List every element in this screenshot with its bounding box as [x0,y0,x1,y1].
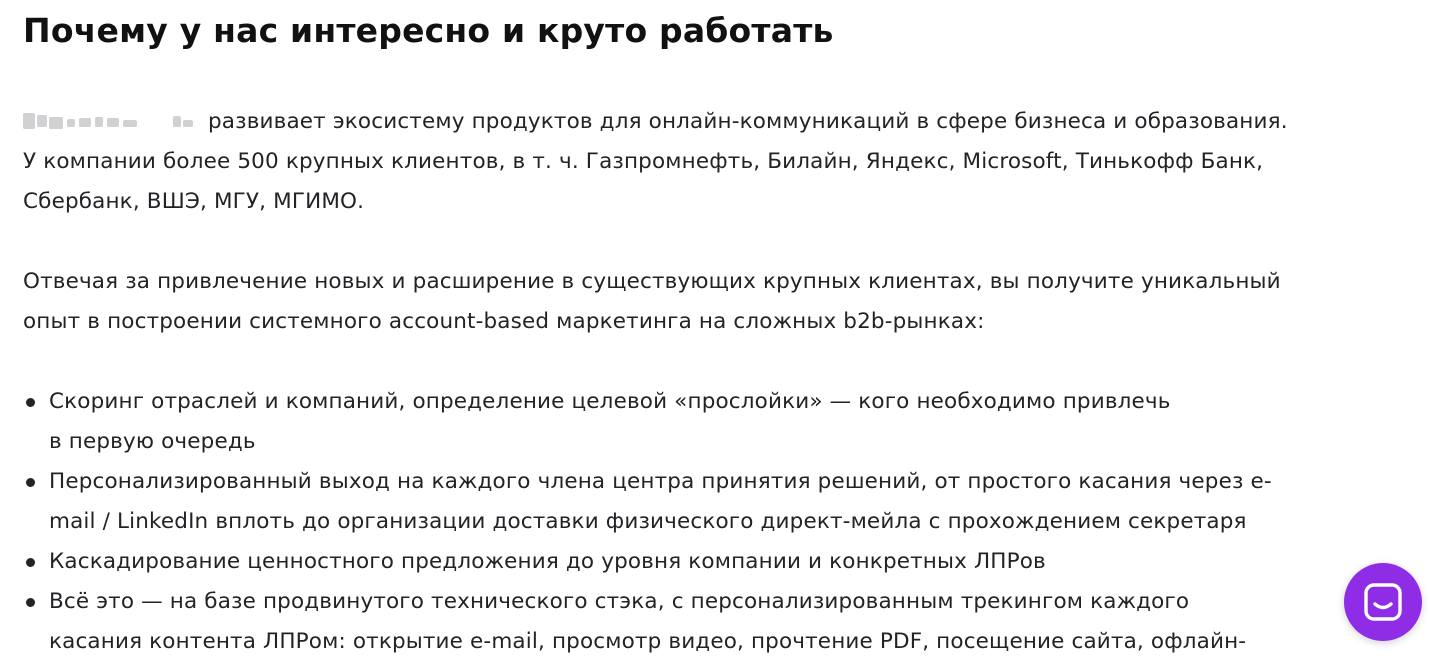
list-item: Каскадирование ценностного предложения до уровня компании и конкретных ЛПРов [23,542,1393,582]
bullet-icon [26,558,35,567]
opportunity-line-1: Отвечая за привлечение новых и расширение в существующих крупных клиентах, вы получите уникальный [23,269,1281,294]
list-item: Всё это — на базе продвинутого технического стэка, с персонализированным трекингом каждого касания контента ЛПРом: открытие e-mail, просмотр видео, прочтение PDF, посещение сайта, офлайн- [23,582,1393,662]
intro-text: развивает экосистему продуктов для онлайн-коммуникаций в сфере бизнеса и образования. [208,109,1288,134]
opportunity-line-2: опыт в построении системного account-based маркетинга на сложных b2b-рынках: [23,309,985,334]
chat-widget-button[interactable] [1344,563,1422,641]
list-item: Персонализированный выход на каждого члена центра принятия решений, от простого касания через e- mail / LinkedIn вплоть до организации доставки физического директ-мейла с прохождением секретаря [23,462,1393,542]
bullet-icon [26,478,35,487]
section-heading: Почему у нас интересно и круто работать [23,11,834,50]
intro-line-2: У компании более 500 крупных клиентов, в т. ч. Газпромнефть, Билайн, Яндекс, Microsoft, Тинькофф Банк, [23,149,1264,174]
bullet-icon [26,398,35,407]
company-intro-paragraph [23,102,1393,222]
list-item: Скоринг отраслей и компаний, определение целевой «прослойки» — кого необходимо привлечь в первую очередь [23,382,1393,462]
bullet-icon [26,598,35,607]
redacted-company-name [23,111,201,131]
chat-smile-icon [1363,582,1403,622]
intro-line-3: Сбербанк, ВШЭ, МГУ, МГИМО. [23,189,365,214]
opportunity-paragraph [23,262,1393,342]
benefits-list [23,382,1393,662]
intro-line-1 [23,102,1393,142]
